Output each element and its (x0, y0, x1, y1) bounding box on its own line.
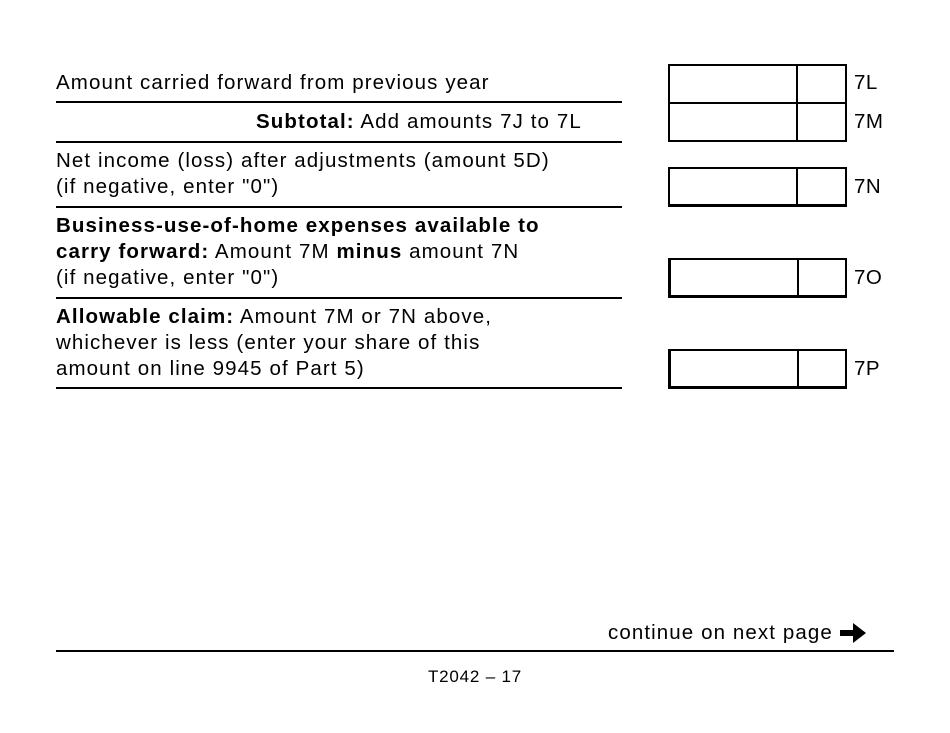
line-code-7N: 7N (854, 175, 882, 198)
amount-dollars-7N[interactable] (670, 169, 798, 204)
line-code-7O: 7O (854, 266, 883, 289)
page-number: T2042 – 17 (427, 667, 522, 686)
line-code-7M: 7M (854, 110, 884, 133)
line-code-7L: 7L (854, 71, 878, 94)
amount-dollars-7O[interactable] (671, 260, 799, 295)
amount-dollars-7M[interactable] (670, 102, 798, 140)
continue-next-page (608, 620, 867, 646)
line-7L-label: Amount carried forward from previous year (56, 71, 490, 94)
line-7P-label-1 (56, 304, 492, 330)
divider (56, 387, 622, 389)
line-7M-label (256, 109, 582, 135)
amount-dollars-7P[interactable] (671, 351, 799, 386)
continue-text: continue on next page (608, 621, 833, 644)
line-7P-label-2: whichever is less (enter your share of this (56, 331, 481, 354)
amount-cents-7O[interactable] (799, 260, 845, 295)
divider (56, 141, 622, 143)
amount-cents-7M[interactable] (798, 102, 845, 140)
amount-cents-7L[interactable] (798, 66, 845, 102)
minus-bold: minus (336, 240, 403, 263)
subtotal-instruction: Add amounts 7J to 7L (354, 110, 582, 133)
divider (56, 101, 622, 103)
carry-forward-text-a: Amount 7M (209, 240, 337, 263)
line-7O-label-3: (if negative, enter "0") (56, 266, 280, 289)
line-7N-label-1: Net income (loss) after adjustments (amount 5D) (56, 149, 550, 172)
carry-forward-bold-label: carry forward: (56, 240, 210, 263)
allowable-claim-text: Amount 7M or 7N above, (234, 305, 492, 328)
line-7O-label-1: Business-use-of-home expenses available to (56, 214, 540, 237)
amount-cents-7N[interactable] (798, 169, 845, 204)
amount-dollars-7L[interactable] (670, 66, 798, 102)
divider (56, 206, 622, 208)
divider (56, 297, 622, 299)
amount-field-7M[interactable] (668, 102, 847, 142)
amount-cents-7P[interactable] (799, 351, 845, 386)
line-7P-label-3: amount on line 9945 of Part 5) (56, 357, 365, 380)
amount-field-7O[interactable] (668, 258, 847, 298)
subtotal-bold-label: Subtotal: (256, 110, 355, 133)
amount-field-7P[interactable] (668, 349, 847, 389)
right-arrow-icon (839, 622, 867, 644)
line-7O-label-2 (56, 239, 519, 265)
carry-forward-text-b: amount 7N (402, 240, 520, 263)
line-7N-label-2: (if negative, enter "0") (56, 175, 280, 198)
footer-divider (56, 650, 894, 652)
line-code-7P: 7P (854, 357, 881, 380)
allowable-claim-bold-label: Allowable claim: (56, 305, 235, 328)
amount-field-7N[interactable] (668, 167, 847, 207)
amount-field-7L[interactable] (668, 64, 847, 104)
